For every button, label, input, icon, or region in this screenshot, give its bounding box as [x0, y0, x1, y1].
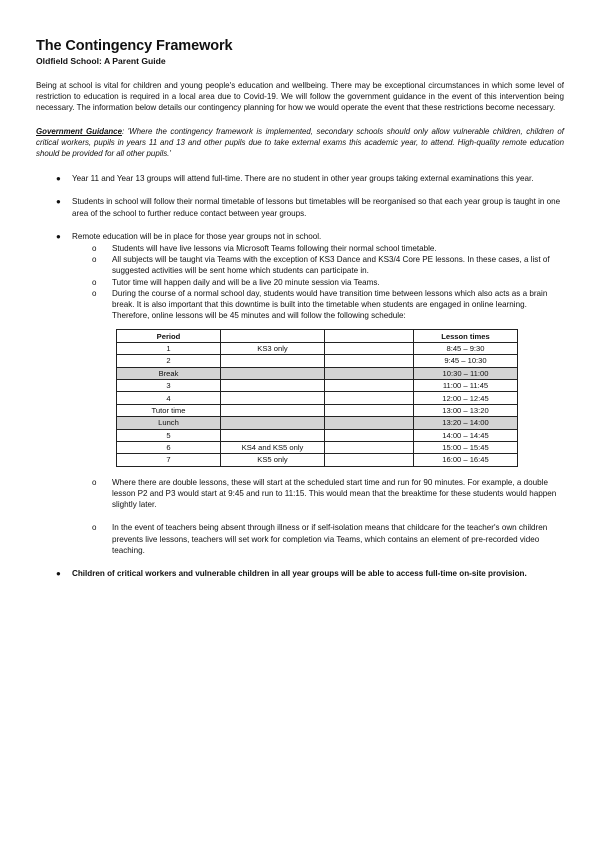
- cell-note: KS3 only: [221, 342, 325, 354]
- cell-time: 9:45 – 10:30: [414, 355, 518, 367]
- cell-note: [221, 355, 325, 367]
- cell-blank: [325, 380, 414, 392]
- bullet-text: Remote education will be in place for those year groups not in school.: [72, 231, 322, 241]
- cell-time: 11:00 – 11:45: [414, 380, 518, 392]
- cell-blank: [325, 429, 414, 441]
- cell-blank: [325, 404, 414, 416]
- cell-period: 7: [117, 454, 221, 466]
- header-note: [221, 330, 325, 342]
- remote-sub-list: [72, 243, 564, 321]
- sub-item-text: During the course of a normal school day, students would have transition time between lessons which also acts as a brain break. It is also important that this downtime is built into the timetable when students are engaged in online learning. Therefore, online lessons will be 45 minutes and will follow the following schedule:: [112, 288, 548, 321]
- cell-note: [221, 404, 325, 416]
- table-row: [117, 367, 518, 379]
- sub-item-double-lessons: [72, 477, 564, 511]
- cell-time: 12:00 – 12:45: [414, 392, 518, 404]
- main-bullet-list: [36, 173, 564, 579]
- sub-bullet-icon: o: [92, 277, 97, 287]
- cell-time: 8:45 – 9:30: [414, 342, 518, 354]
- cell-period: 1: [117, 342, 221, 354]
- table-row: [117, 342, 518, 354]
- table-row: [117, 380, 518, 392]
- cell-period: 2: [117, 355, 221, 367]
- cell-period: 5: [117, 429, 221, 441]
- sub-item-schedule-intro: [72, 288, 564, 322]
- cell-period: 6: [117, 441, 221, 453]
- cell-note: [221, 429, 325, 441]
- bullet-icon: ●: [56, 231, 61, 241]
- bullet-text: Children of critical workers and vulnerable children in all year groups will be able to access full-time on-site provision.: [72, 568, 527, 578]
- cell-blank: [325, 342, 414, 354]
- sub-item-tutor-time: [72, 277, 564, 288]
- table-row: [117, 355, 518, 367]
- cell-time: 13:00 – 13:20: [414, 404, 518, 416]
- bullet-icon: ●: [56, 174, 61, 184]
- cell-time: 15:00 – 15:45: [414, 441, 518, 453]
- bullet-attendance: [36, 173, 564, 184]
- document-title: The Contingency Framework: [36, 38, 233, 54]
- sub-item-text: Tutor time will happen daily and will be a live 20 minute session via Teams.: [112, 277, 380, 287]
- table-row: [117, 441, 518, 453]
- cell-note: [221, 380, 325, 392]
- cell-blank: [325, 355, 414, 367]
- cell-time: 13:20 – 14:00: [414, 417, 518, 429]
- guidance-label: Government Guidance: [36, 126, 122, 136]
- header-lesson-times: Lesson times: [414, 330, 518, 342]
- cell-note: [221, 392, 325, 404]
- table-row: [117, 454, 518, 466]
- table-row: [117, 429, 518, 441]
- table-header-row: [117, 330, 518, 342]
- sub-item-text: Students will have live lessons via Microsoft Teams following their normal school timetable.: [112, 244, 437, 254]
- cell-blank: [325, 454, 414, 466]
- header-blank: [325, 330, 414, 342]
- header-period: Period: [117, 330, 221, 342]
- sub-item-text: In the event of teachers being absent through illness or if self-isolation means that childcare for the teacher's own children prevents live lessons, teachers will set work for completion via Teams, which contains an element of pre-recorded video teaching.: [112, 523, 548, 555]
- cell-blank: [325, 367, 414, 379]
- sub-item-live-lessons: [72, 243, 564, 254]
- document-subtitle: Oldfield School: A Parent Guide: [36, 56, 166, 66]
- bullet-text: Year 11 and Year 13 groups will attend full-time. There are no student in other year groups taking external examinations this year.: [72, 174, 534, 184]
- sub-bullet-icon: o: [92, 288, 97, 298]
- bullet-remote-education: [36, 231, 564, 556]
- cell-blank: [325, 392, 414, 404]
- cell-period: 3: [117, 380, 221, 392]
- cell-note: KS5 only: [221, 454, 325, 466]
- sub-item-subjects: [72, 254, 564, 276]
- intro-paragraph: Being at school is vital for children and young people's education and wellbeing. There may be exceptional circumstances in which some level of restriction to education is required in a local area due to Covid-19. We will follow the government guidance in the event of this intervention being necessary. The information below details our contingency planning for how we would operate the event that these restrictions become necessary.: [36, 81, 564, 113]
- table-row: [117, 417, 518, 429]
- cell-note: KS4 and KS5 only: [221, 441, 325, 453]
- sub-bullet-icon: o: [92, 523, 97, 533]
- cell-time: 14:00 – 14:45: [414, 429, 518, 441]
- sub-bullet-icon: o: [92, 477, 97, 487]
- sub-item-teacher-absence: [72, 522, 564, 556]
- cell-period: Break: [117, 367, 221, 379]
- sub-bullet-icon: o: [92, 255, 97, 265]
- table-row: [117, 404, 518, 416]
- bullet-icon: ●: [56, 568, 61, 578]
- cell-period: Tutor time: [117, 404, 221, 416]
- cell-period: 4: [117, 392, 221, 404]
- lesson-schedule-table: [116, 329, 518, 466]
- cell-period: Lunch: [117, 417, 221, 429]
- cell-time: 16:00 – 16:45: [414, 454, 518, 466]
- sub-item-text: All subjects will be taught via Teams with the exception of KS3 Dance and KS3/4 Core PE lessons. In these cases, a list of suggested activities will be sent home which students can participate in.: [112, 255, 550, 276]
- cell-time: 10:30 – 11:00: [414, 367, 518, 379]
- guidance-quote: : 'Where the contingency framework is implemented, secondary schools should only allow vulnerable children, children of critical workers, pupils in years 11 and 13 and other pupils due to take external exams this academic year, to attend. High-quality remote education should be provided for all other pupils.': [36, 126, 564, 159]
- remote-after-list: [72, 477, 564, 556]
- government-guidance: [36, 126, 564, 160]
- sub-bullet-icon: o: [92, 244, 97, 254]
- cell-note: [221, 367, 325, 379]
- bullet-timetable: [36, 196, 564, 218]
- cell-blank: [325, 441, 414, 453]
- cell-blank: [325, 417, 414, 429]
- bullet-critical-workers: [36, 568, 564, 579]
- bullet-icon: ●: [56, 197, 61, 207]
- table-row: [117, 392, 518, 404]
- document-page: [36, 38, 564, 591]
- sub-item-text: Where there are double lessons, these will start at the scheduled start time and run for 90 minutes. For example, a double lesson P2 and P3 would start at 9:45 and run to 11:15. This would mean that the breaktime for these students would happen slightly later.: [112, 477, 557, 510]
- cell-note: [221, 417, 325, 429]
- bullet-text: Students in school will follow their normal timetable of lessons but timetables will be reorganised so that each year group is taught in one area of the school to further reduce contact between year groups.: [72, 197, 561, 218]
